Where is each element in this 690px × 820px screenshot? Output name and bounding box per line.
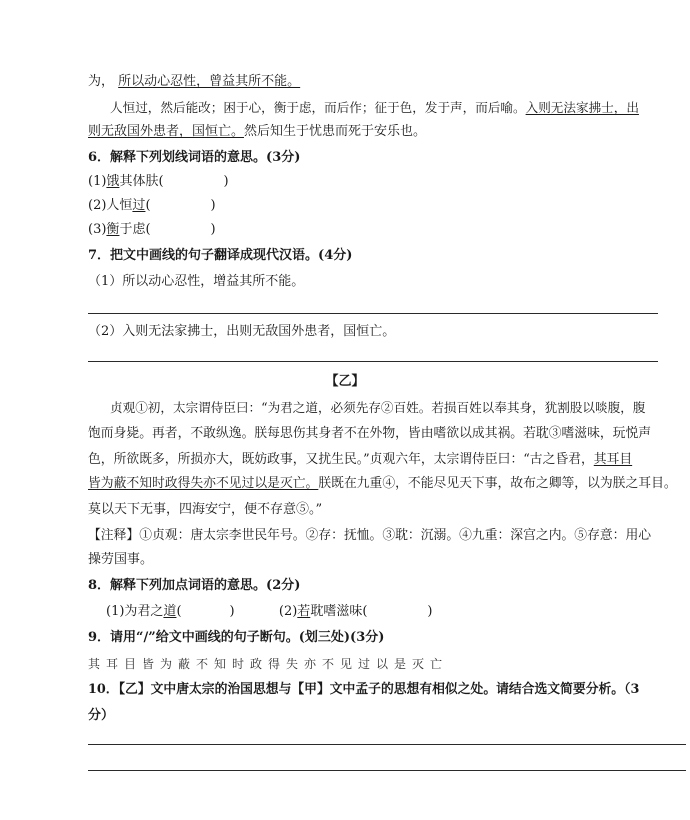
q8-item-2-keyword: 若 bbox=[297, 604, 311, 619]
jia-line-1-prefix: 为， bbox=[88, 74, 115, 89]
yi-notes-line-2: 操劳国事。 bbox=[88, 552, 154, 567]
q6-item-1 bbox=[88, 172, 229, 192]
q7-answer-line-2[interactable] bbox=[88, 361, 658, 362]
q10-stem: 10．【乙】文中唐太宗的治国思想与【甲】文中孟子的思想有相似之处。请结合选文简要分析。（3 bbox=[88, 682, 640, 697]
jia-underlined-sentence-2a: 入则无法家拂士，出 bbox=[525, 100, 639, 115]
jia-line-3 bbox=[88, 122, 426, 142]
q8-stem: 8．解释下列加点词语的意思。(2分) bbox=[88, 578, 301, 593]
q6-item-1-close: ) bbox=[223, 174, 229, 189]
q8-items bbox=[106, 602, 432, 622]
q7-stem: 7．把文中画线的句子翻译成现代汉语。(4分) bbox=[88, 248, 353, 263]
q6-stem: 6．解释下列划线词语的意思。(3分) bbox=[88, 150, 301, 165]
jia-line-2 bbox=[110, 98, 639, 118]
jia-underlined-sentence-1: 所以动心忍性，曾益其所不能。 bbox=[118, 74, 301, 89]
q6-item-1-keyword: 饿 bbox=[106, 174, 120, 189]
jia-line-2-prefix: 人恒过，然后能改；困于心，衡于虑，而后作；征于色，发于声，而后喻。 bbox=[110, 100, 526, 115]
yi-paragraph-line-4 bbox=[88, 474, 677, 494]
q6-item-3-num: (3) bbox=[88, 222, 107, 237]
q9-sentence[interactable]: 其耳目皆为蔽不知时政得失亦不见过以是灭亡 bbox=[88, 657, 449, 671]
q7-answer-line-1[interactable] bbox=[88, 313, 658, 314]
yi-paragraph-line-3 bbox=[88, 450, 632, 470]
yi-paragraph-line-1: 贞观①初，太宗谓侍臣曰：“为君之道，必须先存②百姓。若损百姓以奉其身，犹割股以啖腹，腹 bbox=[110, 400, 646, 415]
yi-paragraph-line-5: 莫以天下无事，四海安宁，便不存意⑤。” bbox=[88, 502, 323, 517]
jia-underlined-sentence-2b: 则无敌国外患者，国恒亡。 bbox=[88, 124, 245, 139]
q9-stem: 9．请用“/”给文中画线的句子断句。(划三处)(3分) bbox=[88, 630, 385, 645]
yi-paragraph-line-2: 饱而身毙。再者，不敢纵逸。朕每思伤其身者不在外物，皆由嗜欲以成其祸。若耽③嗜滋味，玩悦声 bbox=[88, 426, 652, 441]
q8-item-1-close: ) bbox=[229, 604, 235, 619]
q7-item-1: （1）所以动心忍性，增益其所不能。 bbox=[88, 274, 305, 289]
yi-underlined-sentence-b: 皆为蔽不知时政得失亦不见过以是灭亡。 bbox=[88, 476, 319, 491]
q8-item-1-open: ( bbox=[176, 604, 182, 619]
q6-item-2-keyword: 过 bbox=[132, 198, 146, 213]
yi-underlined-sentence-a: 其耳目 bbox=[593, 452, 633, 467]
section-yi-title: 【乙】 bbox=[325, 374, 365, 389]
q8-item-1-text: (1)为君之 bbox=[106, 604, 164, 619]
q6-item-3-rest: 于虑( bbox=[119, 222, 151, 237]
yi-notes-line-1: 【注释】①贞观：唐太宗李世民年号。②存：抚恤。③耽：沉溺。④九重：深宫之内。⑤存意：用心 bbox=[88, 528, 652, 543]
q6-item-3-close: ) bbox=[210, 222, 216, 237]
q6-item-3 bbox=[88, 220, 216, 240]
yi-line-3-text: 色，所欲既多，所损亦大，既妨政事，又扰生民。”贞观六年，太宗谓侍臣曰：“古之昏君， bbox=[88, 452, 594, 467]
q8-item-2-close: ) bbox=[427, 604, 433, 619]
q6-item-1-rest: 其体肤( bbox=[119, 174, 164, 189]
q10-stem-cont: 分） bbox=[88, 708, 115, 723]
q6-item-2 bbox=[88, 196, 216, 216]
q8-item-2-num: (2) bbox=[278, 604, 298, 619]
q6-item-2-text: (2)人恒 bbox=[88, 198, 133, 213]
q7-item-2: （2）入则无法家拂士，出则无敌国外患者，国恒亡。 bbox=[88, 324, 396, 339]
yi-line-4-suffix: 朕既在九重④，不能尽见天下事，故布之卿等，以为朕之耳目。 bbox=[318, 476, 677, 491]
q6-item-3-keyword: 衡 bbox=[106, 222, 120, 237]
jia-line-1 bbox=[88, 72, 300, 92]
q10-answer-line-2[interactable] bbox=[88, 770, 686, 771]
q6-item-2-close: ) bbox=[210, 198, 216, 213]
q6-item-1-num: (1) bbox=[88, 174, 107, 189]
q8-item-2-rest: 耽嗜滋味( bbox=[310, 604, 368, 619]
q8-item-1-keyword: 道 bbox=[163, 604, 177, 619]
q6-item-2-open: ( bbox=[145, 198, 151, 213]
q10-answer-line-1[interactable] bbox=[88, 744, 686, 745]
jia-line-3-suffix: 然后知生于忧患而死于安乐也。 bbox=[244, 124, 427, 139]
